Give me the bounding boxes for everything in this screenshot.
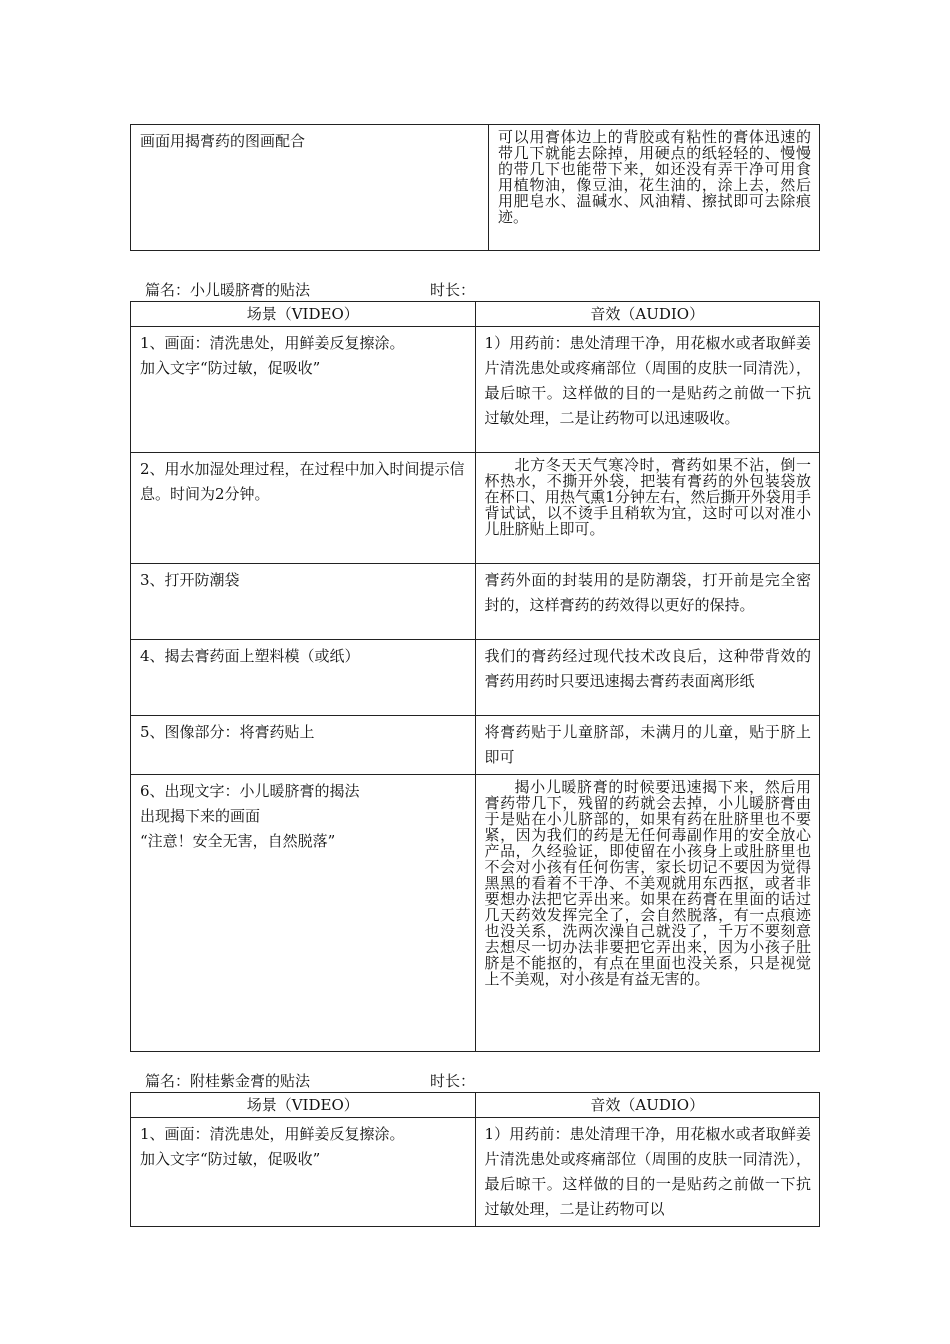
table-header-row [131, 1093, 820, 1118]
header-video: 场景（VIDEO） [131, 302, 476, 327]
table-row [131, 564, 820, 640]
audio-cell: 膏药外面的封装用的是防潮袋，打开前是完全密封的，这样膏药的药效得以更好的保持。 [475, 564, 820, 640]
table-row [131, 775, 820, 1052]
section-title: 篇名：小儿暖脐膏的贴法 [145, 281, 311, 299]
video-cell: 5、图像部分：将膏药贴上 [131, 716, 476, 775]
video-cell: 2、用水加湿处理过程，在过程中加入时间提示信息。时间为2分钟。 [131, 453, 476, 564]
audio-cell: 北方冬天天气寒冷时，膏药如果不沾，倒一杯热水，不撕开外袋，把装有膏药的外包装袋放在杯口、用热气熏1分钟左右，然后撕开外袋用手背试试，以不烫手且稍软为宜，这时可以对准小儿肚脐贴上即可。 [475, 453, 820, 564]
audio-cell: 1）用药前：患处清理干净，用花椒水或者取鲜姜片清洗患处或疼痛部位（周围的皮肤一同清洗），最后晾干。这样做的目的一是贴药之前做一下抗过敏处理，二是让药物可以 [475, 1118, 820, 1227]
video-cell: 1、画面：清洗患处，用鲜姜反复擦涂。 加入文字“防过敏，促吸收” [131, 1118, 476, 1227]
continuation-table [130, 124, 820, 251]
audio-cell: 将膏药贴于儿童脐部，未满月的儿童，贴于脐上即可 [475, 716, 820, 775]
section-title: 篇名：附桂紫金膏的贴法 [145, 1072, 311, 1090]
header-video: 场景（VIDEO） [131, 1093, 476, 1118]
video-cell: 3、打开防潮袋 [131, 564, 476, 640]
table-row [131, 640, 820, 716]
video-cell: 4、揭去膏药面上塑料模（或纸） [131, 640, 476, 716]
video-cell: 6、出现文字：小儿暖脐膏的揭法 出现揭下来的画面 “注意！安全无害，自然脱落” [131, 775, 476, 1052]
header-audio: 音效（AUDIO） [475, 302, 820, 327]
table-row [131, 125, 820, 251]
table-row [131, 1118, 820, 1227]
audio-cell: 可以用膏体边上的背胶或有粘性的膏体迅速的带几下就能去除掉，用硬点的纸轻轻的、慢慢的带几下也能带下来，如还没有弄干净可用食用植物油，像豆油，花生油的，涂上去，然后用肥皂水、温碱水、风油精、擦拭即可去除痕迹。 [489, 125, 820, 251]
table-row [131, 327, 820, 453]
script-table-1 [130, 301, 820, 1052]
table-row [131, 453, 820, 564]
video-cell: 画面用揭膏药的图画配合 [131, 125, 489, 251]
table-row [131, 716, 820, 775]
audio-cell: 揭小儿暖脐膏的时候要迅速揭下来，然后用膏药带几下，残留的药就会去掉，小儿暖脐膏由于是贴在小儿脐部的，如果有药在肚脐里也不要紧，因为我们的药是无任何毒副作用的安全放心产品，久经验证，即使留在小孩身上或肚脐里也不会对小孩有任何伤害，家长切记不要因为觉得黑黑的看着不干净、不美观就用东西抠，或者非要想办法把它弄出来。如果在药膏在里面的话过几天药效发挥完全了，会自然脱落，有一点痕迹也没关系，洗两次澡自己就没了，千万不要刻意去想尽一切办法非要把它弄出来，因为小孩子肚脐是不能抠的，有点在里面也没关系，只是视觉上不美观，对小孩是有益无害的。 [475, 775, 820, 1052]
script-table-2 [130, 1092, 820, 1227]
audio-cell: 1）用药前：患处清理干净，用花椒水或者取鲜姜片清洗患处或疼痛部位（周围的皮肤一同清洗），最后晾干。这样做的目的一是贴药之前做一下抗过敏处理，二是让药物可以迅速吸收。 [475, 327, 820, 453]
video-cell: 1、画面：清洗患处，用鲜姜反复擦涂。 加入文字“防过敏，促吸收” [131, 327, 476, 453]
section-1-heading [145, 281, 476, 299]
duration-label: 时长： [430, 281, 476, 299]
section-2-heading [145, 1072, 476, 1090]
audio-cell: 我们的膏药经过现代技术改良后，这种带背效的膏药用药时只要迅速揭去膏药表面离形纸 [475, 640, 820, 716]
table-header-row [131, 302, 820, 327]
header-audio: 音效（AUDIO） [475, 1093, 820, 1118]
duration-label: 时长： [430, 1072, 476, 1090]
